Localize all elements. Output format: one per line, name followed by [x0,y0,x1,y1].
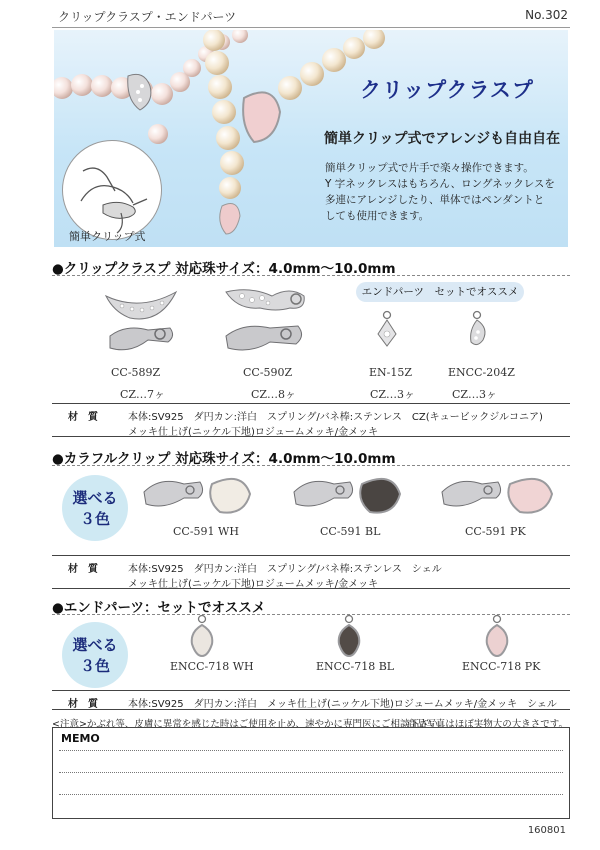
hero-line: Y 字ネックレスはもちろん、ロングネックレスを [325,178,555,190]
badge-line: ３色 [79,510,110,528]
product-code: ENCC-718 BL [316,660,395,673]
badge-line: 選べる [72,636,118,654]
header-divider [52,27,570,28]
photo-size-note: 商品写真はほぼ実物大の大きさです。 [407,719,568,730]
stone-count: CZ…7ヶ [120,388,166,401]
section-clip-clasp-heading: ●クリップクラスプ 対応珠サイズ：4.0mm〜10.0mm [52,261,396,277]
product-code: ENCC-204Z [448,366,515,379]
shell-wh [210,479,250,513]
encc-204z-image [463,310,493,350]
material-label: 材質 [68,412,108,423]
section-end-parts-heading: ●エンドパーツ：セットでオススメ [52,600,266,616]
material-line: メッキ仕上げ(ニッケル下地)ロジュームメッキ/金メッキ [128,427,379,438]
encc-718-wh-image [186,614,218,658]
hand-clip-icon [63,141,163,241]
section-divider [52,275,570,276]
product-code: ENCC-718 WH [170,660,254,673]
material-label: 材質 [68,564,108,575]
cc-591-wh-image [140,470,260,520]
hero-banner [54,30,568,247]
product-code: ENCC-718 PK [462,660,541,673]
material-box [52,555,570,589]
product-code: CC-591 PK [465,525,526,538]
catalog-number: No.302 [525,8,568,22]
stone-count: CZ…3ヶ [452,388,498,401]
hero-description [325,160,565,224]
three-colors-badge [62,622,128,688]
product-code: EN-15Z [369,366,413,379]
hero-line: 多連にアレンジしたり、単体ではペンダントと [325,194,545,206]
product-code: CC-591 BL [320,525,381,538]
material-line: メッキ仕上げ(ニッケル下地)ロジュームメッキ/金メッキ [128,579,379,590]
badge-line: 選べる [72,489,118,507]
hero-title: クリップクラスプ [360,78,534,102]
section-colorful-clip-heading: ●カラフルクリップ 対応珠サイズ：4.0mm〜10.0mm [52,451,396,467]
stone-count: CZ…3ヶ [370,388,416,401]
section-divider [52,465,570,466]
hero-line: しても使用できます。 [325,210,430,222]
encc-718-pk-image [481,614,513,658]
product-code: CC-590Z [243,366,293,379]
material-line: 本体:SV925 ダ円カン:洋白 メッキ仕上げ(ニッケル下地)ロジュームメッキ/金メッキ シェル [128,699,557,710]
circle-label: 簡単クリップ式 [69,230,146,243]
cc-590z-image [220,282,315,362]
material-line: 本体:SV925 ダ円カン:洋白 スプリング/バネ棒:ステンレス シェル [128,564,442,575]
memo-title: MEMO [61,732,100,745]
category-title: クリップクラスプ・エンドパーツ [58,10,237,24]
shell-pk [508,479,552,513]
cc-591-bl-image [290,470,410,520]
memo-line [59,772,563,773]
caution-notice: <注意>かぶれ等、皮膚に異常を感じた時はご使用を止め、速やかに専門医にご相談下さい。 [52,719,448,730]
memo-box [52,727,570,819]
document-code: 160801 [527,825,566,836]
material-box [52,403,570,437]
hero-line: 簡単クリップ式で片手で楽々操作できます。 [325,162,534,174]
hero-subtitle: 簡単クリップ式でアレンジも自由自在 [324,131,561,147]
encc-718-bl-image [333,614,365,658]
recommend-pill: エンドパーツ セットでオススメ [356,282,524,302]
shell-bl [360,479,400,513]
cc-591-pk-image [438,470,563,520]
page-header [0,0,600,30]
product-code: CC-591 WH [173,525,239,538]
material-line: 本体:SV925 ダ円カン:洋白 スプリング/バネ棒:ステンレス CZ(キュービックジルコニア) [128,412,543,423]
three-colors-badge [62,475,128,541]
en-15z-image [372,310,402,350]
product-code: CC-589Z [111,366,161,379]
material-box [52,690,570,710]
material-label: 材質 [68,699,108,710]
memo-line [59,750,563,751]
cc-589z-image [100,282,180,362]
stone-count: CZ…8ヶ [251,388,297,401]
badge-line: ３色 [79,657,110,675]
clip-illustration [62,140,162,240]
memo-line [59,794,563,795]
